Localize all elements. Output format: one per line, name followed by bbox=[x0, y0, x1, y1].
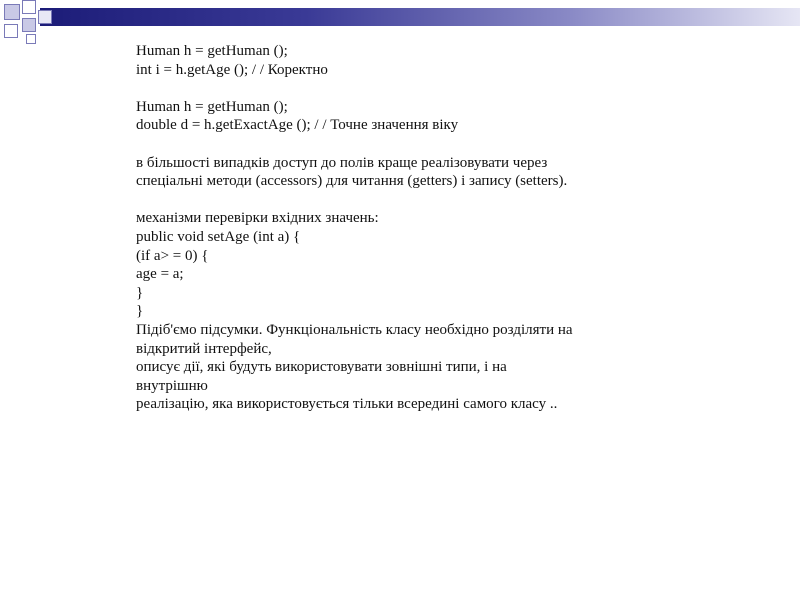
text-line: механізми перевірки вхідних значень: bbox=[136, 210, 379, 227]
header-gradient-bar bbox=[40, 8, 800, 26]
blank-line bbox=[136, 79, 736, 98]
text-line: відкритий інтерфейс, bbox=[136, 340, 272, 357]
decorative-square bbox=[38, 10, 52, 24]
text-line: Підіб'ємо підсумки. Функціональність класу необхідно розділяти на bbox=[136, 321, 573, 338]
code-line: Human h = getHuman (); bbox=[136, 98, 288, 115]
code-line: (if a> = 0) { bbox=[136, 247, 209, 264]
code-line: age = a; bbox=[136, 266, 184, 283]
text-line: внутрішню bbox=[136, 377, 208, 394]
header-decoration bbox=[0, 0, 800, 48]
blank-line bbox=[136, 191, 736, 210]
text-line: спеціальні методи (accessors) для читання (getters) і запису (setters). bbox=[136, 173, 568, 190]
decorative-square bbox=[22, 0, 36, 14]
text-line: реалізацію, яка використовується тільки всередині самого класу .. bbox=[136, 396, 558, 413]
decorative-square bbox=[26, 34, 36, 44]
decorative-square bbox=[4, 24, 18, 38]
slide-body bbox=[136, 42, 736, 414]
decorative-square bbox=[4, 4, 20, 20]
code-line: } bbox=[136, 284, 144, 301]
code-line: } bbox=[136, 303, 144, 320]
text-line: описує дії, які будуть використовувати зовнішні типи, і на bbox=[136, 359, 507, 376]
code-line: public void setAge (int a) { bbox=[136, 228, 301, 245]
blank-line bbox=[136, 135, 736, 154]
decorative-square bbox=[22, 18, 36, 32]
code-line: Human h = getHuman (); bbox=[136, 43, 288, 59]
text-line: в більшості випадків доступ до полів краще реалізовувати через bbox=[136, 154, 548, 171]
code-line: int i = h.getAge (); / / Коректно bbox=[136, 61, 328, 78]
code-line: double d = h.getExactAge (); / / Точне значення віку bbox=[136, 117, 459, 134]
